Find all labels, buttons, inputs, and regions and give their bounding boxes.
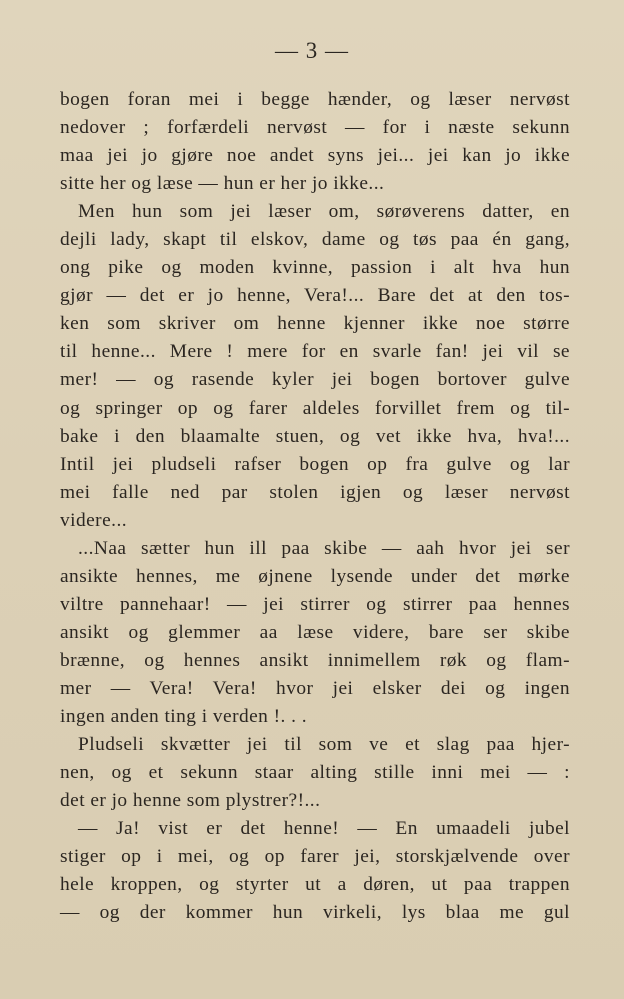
text-line: mei falle ned par stolen igjen og læser nervøst — [60, 481, 570, 503]
text-line: Men hun som jei læser om, sørøverens datter, en — [78, 201, 570, 223]
body-text — [60, 86, 570, 927]
text-line: til henne... Mere ! mere for en svarle fan! jei vil se — [60, 341, 570, 363]
text-line: — Ja! vist er det henne! — En umaadeli jubel — [78, 818, 570, 840]
text-line: — og der kommer hun virkeli, lys blaa me gul — [60, 902, 570, 924]
text-line: ansikte hennes, me øjnene lysende under det mørke — [60, 565, 570, 587]
text-line: dejli lady, skapt til elskov, dame og tøs paa én gang, — [60, 229, 570, 251]
text-line: nedover ; forfærdeli nervøst — for i næste sekunn — [60, 117, 570, 139]
text-line: ong pike og moden kvinne, passion i alt hva hun — [60, 257, 570, 279]
text-line: ...Naa sætter hun ill paa skibe — aah hvor jei ser — [78, 537, 570, 559]
text-line: det er jo henne som plystrer?!... — [60, 790, 321, 812]
page-number: — 3 — — [275, 38, 349, 63]
text-line: bake i den blaamalte stuen, og vet ikke hva, hva!... — [60, 425, 570, 447]
text-line: bogen foran mei i begge hænder, og læser nervøst — [60, 89, 570, 110]
text-line: hele kroppen, og styrter ut a døren, ut paa trappen — [60, 874, 570, 896]
text-line: sitte her og læse — hun er her jo ikke... — [60, 173, 385, 195]
text-line: ken som skriver om henne kjenner ikke noe større — [60, 313, 570, 335]
text-line: ingen anden ting i verden !. . . — [60, 706, 308, 728]
text-line: Intil jei pludseli rafser bogen op fra gulve og lar — [60, 453, 570, 475]
text-line: brænne, og hennes ansikt innimellem røk og flam- — [60, 649, 570, 671]
text-line: og springer op og farer aldeles forvillet frem og til- — [60, 397, 570, 419]
text-line: mer! — og rasende kyler jei bogen bortover gulve — [60, 369, 570, 391]
text-line: viltre pannehaar! — jei stirrer og stirrer paa hennes — [60, 593, 570, 615]
text-line: stiger op i mei, og op farer jei, storskjælvende over — [60, 846, 570, 868]
text-line: maa jei jo gjøre noe andet syns jei... jei kan jo ikke — [60, 145, 570, 167]
text-line: videre... — [60, 509, 128, 531]
text-line: gjør — det er jo henne, Vera!... Bare det at den tos- — [60, 285, 570, 307]
text-line: nen, og et sekunn staar alting stille inni mei — : — [60, 762, 570, 784]
text-line: Pludseli skvætter jei til som ve et slag paa hjer- — [78, 734, 570, 756]
text-line: ansikt og glemmer aa læse videre, bare ser skibe — [60, 621, 570, 643]
text-line: mer — Vera! Vera! hvor jei elsker dei og ingen — [60, 677, 570, 699]
